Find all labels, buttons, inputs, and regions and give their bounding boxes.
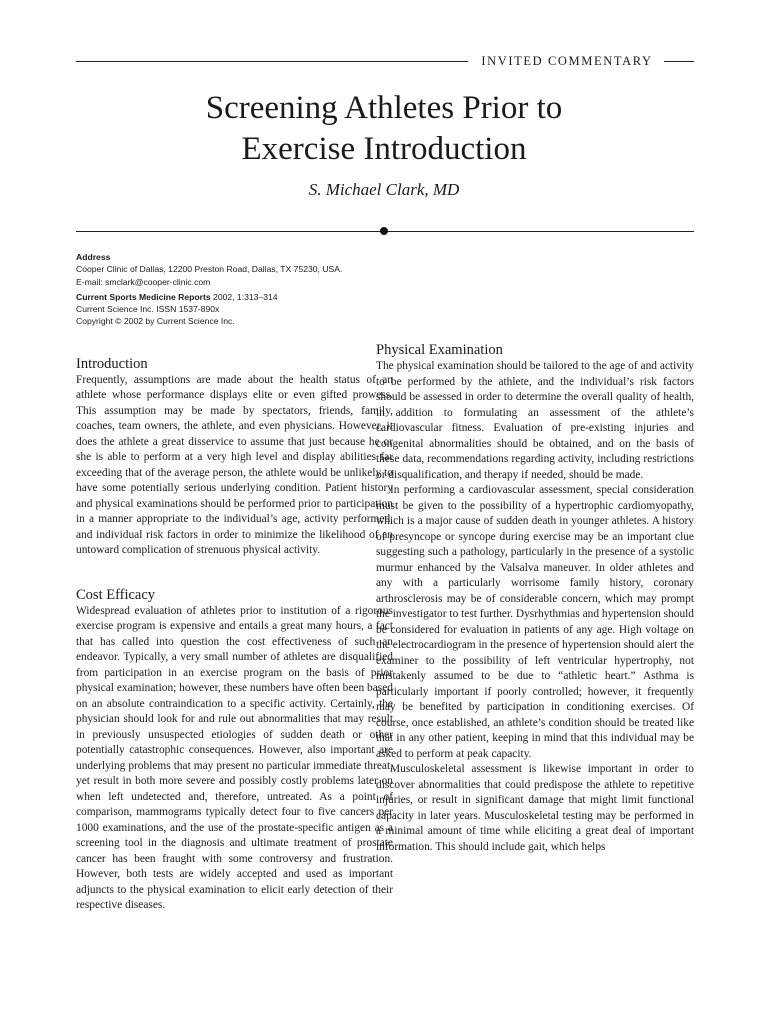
cost-efficacy-paragraph: Widespread evaluation of athletes prior to institution of a rigorous exercise program is expensive and entails a great many hours, a fact that has called into question the cost effectiveness of such an endeavor. Typically, a very small number of athletes are disqualified from participation in an exercise program on the basis of prior physical examination; however, these numbers have often been based on an absolute contraindication to a specific activity. Certainly, the physician should look for and rule out abnormalities that may result in previously unsuspected etiologies of sudden death or other potentially catastrophic consequences. However, also important are underlying problems that may present no particular immediate threat, yet result in both more severe and possibly costly problems later on when left undetected and, therefore, untreated. As a point of comparison, mammograms typically detect four to five cancers per 1000 examinations, and the use of the prostate-specific antigen as a screening tool in the diagnosis and ultimate treatment of prostate cancer has been fraught with some controversy and frustration. However, both tests are widely accepted and used as important adjuncts to the physical examination to elicit early detection of their respective diseases. — [76, 604, 393, 912]
left-column — [76, 251, 393, 914]
heading-cost-efficacy: Cost Efficacy — [76, 586, 156, 603]
article-title-line-1: Screening Athletes Prior to — [205, 90, 563, 126]
introduction-paragraph: Frequently, assumptions are made about the health status of an athlete whose performance displays elite or even gifted prowess. This assumption may be made by spectators, friends, family, coaches, team owners, the athlete, and even physicians. However, it does the athlete a great disservice to assume that just because he or she is able to perform at a very high level and display abilities far exceeding that of the average person, the athlete would be unlikely to have some potentially serious underlying condition. Patient history and physical examinations should be performed prior to participation in a manner appropriate to the individual’s age, activity performed, and individual risk factors in order to minimize the likelihood of an untoward complication of strenuous physical activity. — [76, 373, 393, 557]
heading-physical-examination: Physical Examination — [376, 342, 503, 358]
header-rule-left — [76, 61, 468, 62]
section-label: INVITED COMMENTARY — [481, 54, 653, 68]
address-text: Cooper Clinic of Dallas, 12200 Preston Road, Dallas, TX 75230, USA. — [76, 264, 343, 275]
physical-exam-paragraph-2: In performing a cardiovascular assessment, special consideration must be given to the possibility of a hypertrophic cardiomyopathy, which is a major cause of sudden death in younger athletes. A history of presyncope or syncope during exercise may be an important clue suggesting such a pathology, particularly in the presence of a systolic murmur enhanced by the Valsalva maneuver. In older athletes and any with a particularly worrisome family history, coronary arthrosclerosis may be of considerable concern, which may prompt the investigator to test further. Dysrhythmias and hypertension should be considered for evaluation in patients of any age. High voltage on the electrocardiogram in the presence of hypertension should alert the examiner to the possibility of left ventricular hypertrophy, not mistakenly assumed to be due to “athletic heart.” Asthma is particularly important if poorly controlled; however, it frequently may be benefited by participation in conditioning exercises. Of course, once established, an athlete’s condition should be treated like that in any other patient, keeping in mind that this individual may be asked to perform at peak capacity. — [376, 484, 694, 760]
physical-exam-paragraph-1: The physical examination should be tailored to the age of and activity to be performed by the athlete, and the individual’s risk factors should be assessed in order to determine the overall quality of health, in addition to formulating an assessment of the athlete’s cardiovascular fitness. Evaluation of pre-existing injuries and congenital abnormalities should be obtained, and on the basis of these data, recommendations regarding activity, including restrictions or disqualification, and therapy if needed, should be made. — [376, 360, 694, 481]
address-label: Address — [76, 252, 111, 262]
header-rule-right — [664, 61, 694, 62]
journal-name: Current Sports Medicine Reports — [76, 291, 211, 302]
article-title-line-2: Exercise Introduction — [241, 131, 527, 167]
divider-dot-icon — [380, 227, 388, 235]
email-text: E-mail: smclark@cooper-clinic.com — [76, 276, 211, 287]
article-author: S. Michael Clark, MD — [308, 180, 460, 199]
article-meta — [76, 251, 393, 328]
article-title — [0, 88, 768, 170]
physical-exam-paragraph-3: Musculoskeletal assessment is likewise important in order to discover abnormalities that could predispose the athlete to repetitive injuries, or result in significant damage that might limit functional capacity in later years. Musculoskeletal testing may be performed in a minimal amount of time while eliciting a great deal of important information. This should include gait, which helps — [376, 763, 694, 853]
journal-citation — [76, 291, 393, 303]
copyright-text: Copyright © 2002 by Current Science Inc. — [76, 316, 235, 327]
publisher-issn: Current Science Inc. ISSN 1537-890x — [76, 304, 220, 315]
heading-introduction: Introduction — [76, 355, 148, 372]
journal-citation-detail: 2002, 1:313–314 — [210, 291, 278, 302]
right-column — [376, 251, 694, 855]
